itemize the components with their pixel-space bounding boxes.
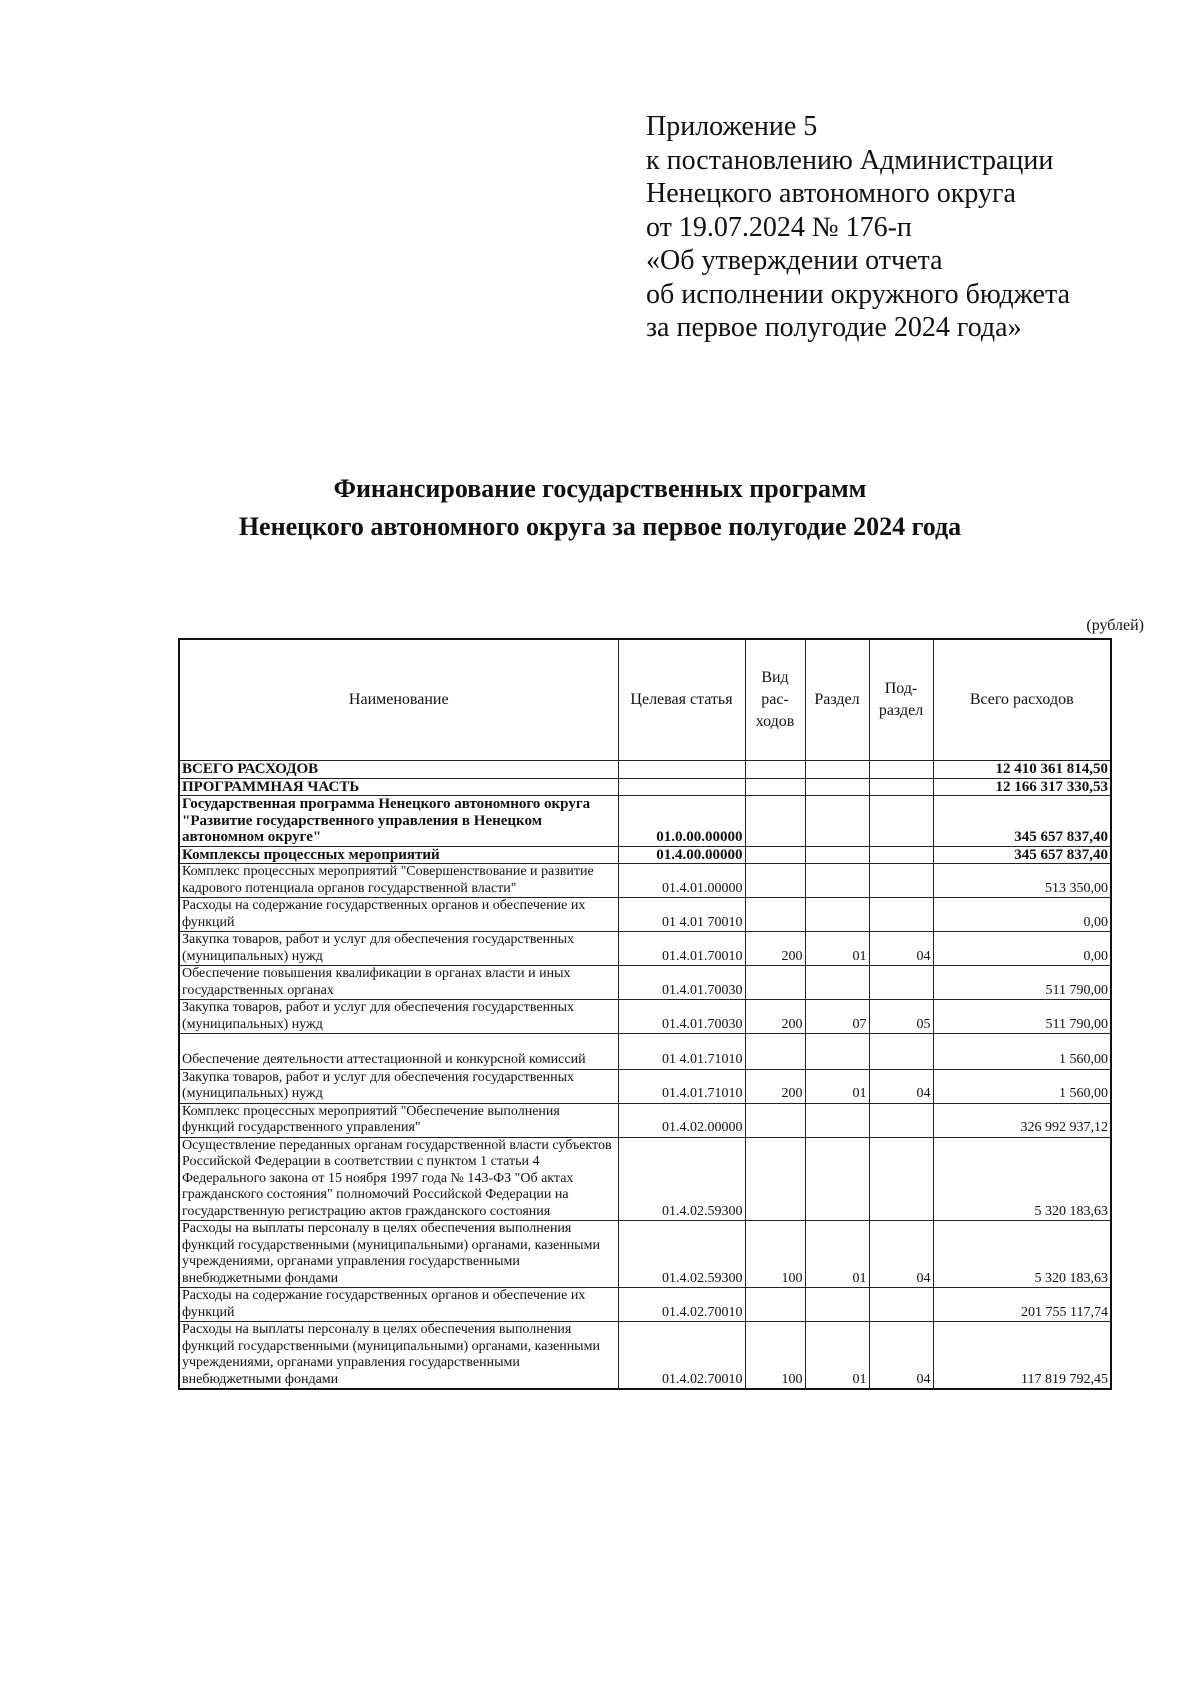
cell-section [805, 1034, 869, 1070]
cell-name: Закупка товаров, работ и услуг для обеспечения государственных (муниципальных) нужд [179, 1000, 618, 1034]
cell-total: 511 790,00 [933, 1000, 1111, 1034]
cell-target: 01.4.01.70010 [618, 932, 745, 966]
cell-subsection [869, 796, 933, 847]
appendix-line: «Об утверждении отчета [646, 245, 943, 276]
cell-subsection [869, 898, 933, 932]
cell-total: 345 657 837,40 [933, 796, 1111, 847]
cell-target: 01.4.01.00000 [618, 864, 745, 898]
cell-kind: 200 [745, 1069, 805, 1103]
cell-kind [745, 1034, 805, 1070]
cell-name: Расходы на выплаты персоналу в целях обеспечения выполнения функций государственными (муниципальными) органами, казенными учреждениями, органами управления государственными внебюджетными фондами [179, 1221, 618, 1288]
cell-total: 12 410 361 814,50 [933, 761, 1111, 779]
cell-name: Государственная программа Ненецкого автономного округа "Развитие государственного управления в Ненецком автономном округе" [179, 796, 618, 847]
table-row [179, 1288, 1111, 1322]
table-row [179, 1103, 1111, 1137]
cell-total: 5 320 183,63 [933, 1137, 1111, 1221]
cell-subsection [869, 1034, 933, 1070]
cell-subsection [869, 1137, 933, 1221]
cell-subsection [869, 864, 933, 898]
cell-kind: 100 [745, 1322, 805, 1390]
table-row [179, 1322, 1111, 1390]
cell-name: Комплекс процессных мероприятий "Совершенствование и развитие кадрового потенциала органов государственной власти" [179, 864, 618, 898]
table-row [179, 778, 1111, 796]
table-row [179, 1069, 1111, 1103]
cell-subsection: 05 [869, 1000, 933, 1034]
cell-section [805, 864, 869, 898]
cell-total: 0,00 [933, 932, 1111, 966]
table-body [179, 761, 1111, 1390]
cell-total: 0,00 [933, 898, 1111, 932]
table-row [179, 1000, 1111, 1034]
header-subsection: Под- раздел [869, 639, 933, 761]
cell-kind [745, 1103, 805, 1137]
document-title [0, 470, 1200, 546]
table-row [179, 932, 1111, 966]
table-row [179, 761, 1111, 779]
cell-total: 201 755 117,74 [933, 1288, 1111, 1322]
cell-name: Обеспечение деятельности аттестационной и конкурсной комиссий [179, 1034, 618, 1070]
cell-total: 1 560,00 [933, 1069, 1111, 1103]
cell-name: Расходы на содержание государственных органов и обеспечение их функций [179, 898, 618, 932]
appendix-line: за первое полугодие 2024 года» [646, 312, 1022, 343]
cell-target: 01.0.00.00000 [618, 796, 745, 847]
cell-section [805, 966, 869, 1000]
cell-name: Закупка товаров, работ и услуг для обеспечения государственных (муниципальных) нужд [179, 932, 618, 966]
cell-target: 01.4.02.59300 [618, 1137, 745, 1221]
cell-target: 01.4.02.70010 [618, 1288, 745, 1322]
appendix-line: Ненецкого автономного округа [646, 178, 1016, 209]
cell-kind: 100 [745, 1221, 805, 1288]
appendix-header [646, 110, 1166, 345]
cell-subsection [869, 1288, 933, 1322]
cell-section [805, 1103, 869, 1137]
cell-target: 01.4.01.71010 [618, 1069, 745, 1103]
cell-name: Расходы на содержание государственных органов и обеспечение их функций [179, 1288, 618, 1322]
cell-target: 01.4.00.00000 [618, 846, 745, 864]
table-row [179, 898, 1111, 932]
cell-kind [745, 898, 805, 932]
table-row [179, 1034, 1111, 1070]
cell-name: ВСЕГО РАСХОДОВ [179, 761, 618, 779]
table-row [179, 1137, 1111, 1221]
cell-total: 513 350,00 [933, 864, 1111, 898]
cell-name: Обеспечение повышения квалификации в органах власти и иных государственных органах [179, 966, 618, 1000]
appendix-line: Приложение 5 [646, 111, 818, 142]
cell-name: Закупка товаров, работ и услуг для обеспечения государственных (муниципальных) нужд [179, 1069, 618, 1103]
cell-target [618, 778, 745, 796]
cell-section: 07 [805, 1000, 869, 1034]
cell-name: ПРОГРАММНАЯ ЧАСТЬ [179, 778, 618, 796]
cell-kind [745, 966, 805, 1000]
cell-section [805, 761, 869, 779]
cell-total: 12 166 317 330,53 [933, 778, 1111, 796]
cell-total: 5 320 183,63 [933, 1221, 1111, 1288]
cell-section [805, 898, 869, 932]
cell-subsection [869, 966, 933, 1000]
table-row [179, 846, 1111, 864]
appendix-line: об исполнении окружного бюджета [646, 278, 1070, 310]
cell-name: Осуществление переданных органам государственной власти субъектов Российской Федерации в соответствии с пунктом 1 статьи 4 Федерального закона от 15 ноября 1997 года № 143-ФЗ "Об актах гражданского состояния" полномочий Российской Федерации на государственную регистрацию актов гражданского состояния [179, 1137, 618, 1221]
cell-target: 01 4.01.71010 [618, 1034, 745, 1070]
table-row [179, 1221, 1111, 1288]
header-total: Всего расходов [933, 639, 1111, 761]
cell-target [618, 761, 745, 779]
cell-section: 01 [805, 1221, 869, 1288]
cell-section: 01 [805, 932, 869, 966]
cell-section [805, 778, 869, 796]
cell-total: 345 657 837,40 [933, 846, 1111, 864]
cell-section: 01 [805, 1322, 869, 1390]
cell-name: Комплексы процессных мероприятий [179, 846, 618, 864]
cell-subsection [869, 761, 933, 779]
header-section: Раздел [805, 639, 869, 761]
cell-kind [745, 778, 805, 796]
cell-name: Расходы на выплаты персоналу в целях обеспечения выполнения функций государственными (муниципальными) органами, казенными учреждениями, органами управления государственными внебюджетными фондами [179, 1322, 618, 1390]
table-header-row [179, 639, 1111, 761]
appendix-line: к постановлению Администрации [646, 144, 1054, 176]
cell-section [805, 1288, 869, 1322]
title-line-2: Ненецкого автономного округа за первое полугодие 2024 года [238, 512, 962, 541]
header-name: Наименование [179, 639, 618, 761]
appendix-line: от 19.07.2024 № 176-п [646, 211, 912, 243]
cell-subsection: 04 [869, 1069, 933, 1103]
cell-total: 511 790,00 [933, 966, 1111, 1000]
header-target: Целевая статья [618, 639, 745, 761]
cell-kind [745, 761, 805, 779]
cell-target: 01 4.01 70010 [618, 898, 745, 932]
cell-total: 326 992 937,12 [933, 1103, 1111, 1137]
cell-section [805, 796, 869, 847]
title-line-1: Финансирование государственных программ [333, 474, 867, 503]
cell-target: 01.4.02.70010 [618, 1322, 745, 1390]
cell-kind [745, 846, 805, 864]
budget-table [178, 638, 1112, 1390]
cell-kind: 200 [745, 932, 805, 966]
cell-kind [745, 864, 805, 898]
cell-kind [745, 796, 805, 847]
table-row [179, 796, 1111, 847]
cell-section: 01 [805, 1069, 869, 1103]
cell-subsection [869, 778, 933, 796]
table-row [179, 966, 1111, 1000]
cell-total: 1 560,00 [933, 1034, 1111, 1070]
cell-subsection: 04 [869, 1221, 933, 1288]
cell-subsection [869, 846, 933, 864]
header-kind: Вид рас- ходов [745, 639, 805, 761]
cell-total: 117 819 792,45 [933, 1322, 1111, 1390]
table-row [179, 864, 1111, 898]
cell-kind [745, 1137, 805, 1221]
cell-kind: 200 [745, 1000, 805, 1034]
cell-target: 01.4.01.70030 [618, 1000, 745, 1034]
cell-section [805, 1137, 869, 1221]
cell-subsection [869, 1103, 933, 1137]
units-label: (рублей) [1086, 617, 1144, 634]
cell-target: 01.4.02.59300 [618, 1221, 745, 1288]
cell-target: 01.4.01.70030 [618, 966, 745, 1000]
cell-subsection: 04 [869, 1322, 933, 1390]
cell-target: 01.4.02.00000 [618, 1103, 745, 1137]
cell-name: Комплекс процессных мероприятий "Обеспечение выполнения функций государственного управления" [179, 1103, 618, 1137]
cell-section [805, 846, 869, 864]
cell-kind [745, 1288, 805, 1322]
cell-subsection: 04 [869, 932, 933, 966]
